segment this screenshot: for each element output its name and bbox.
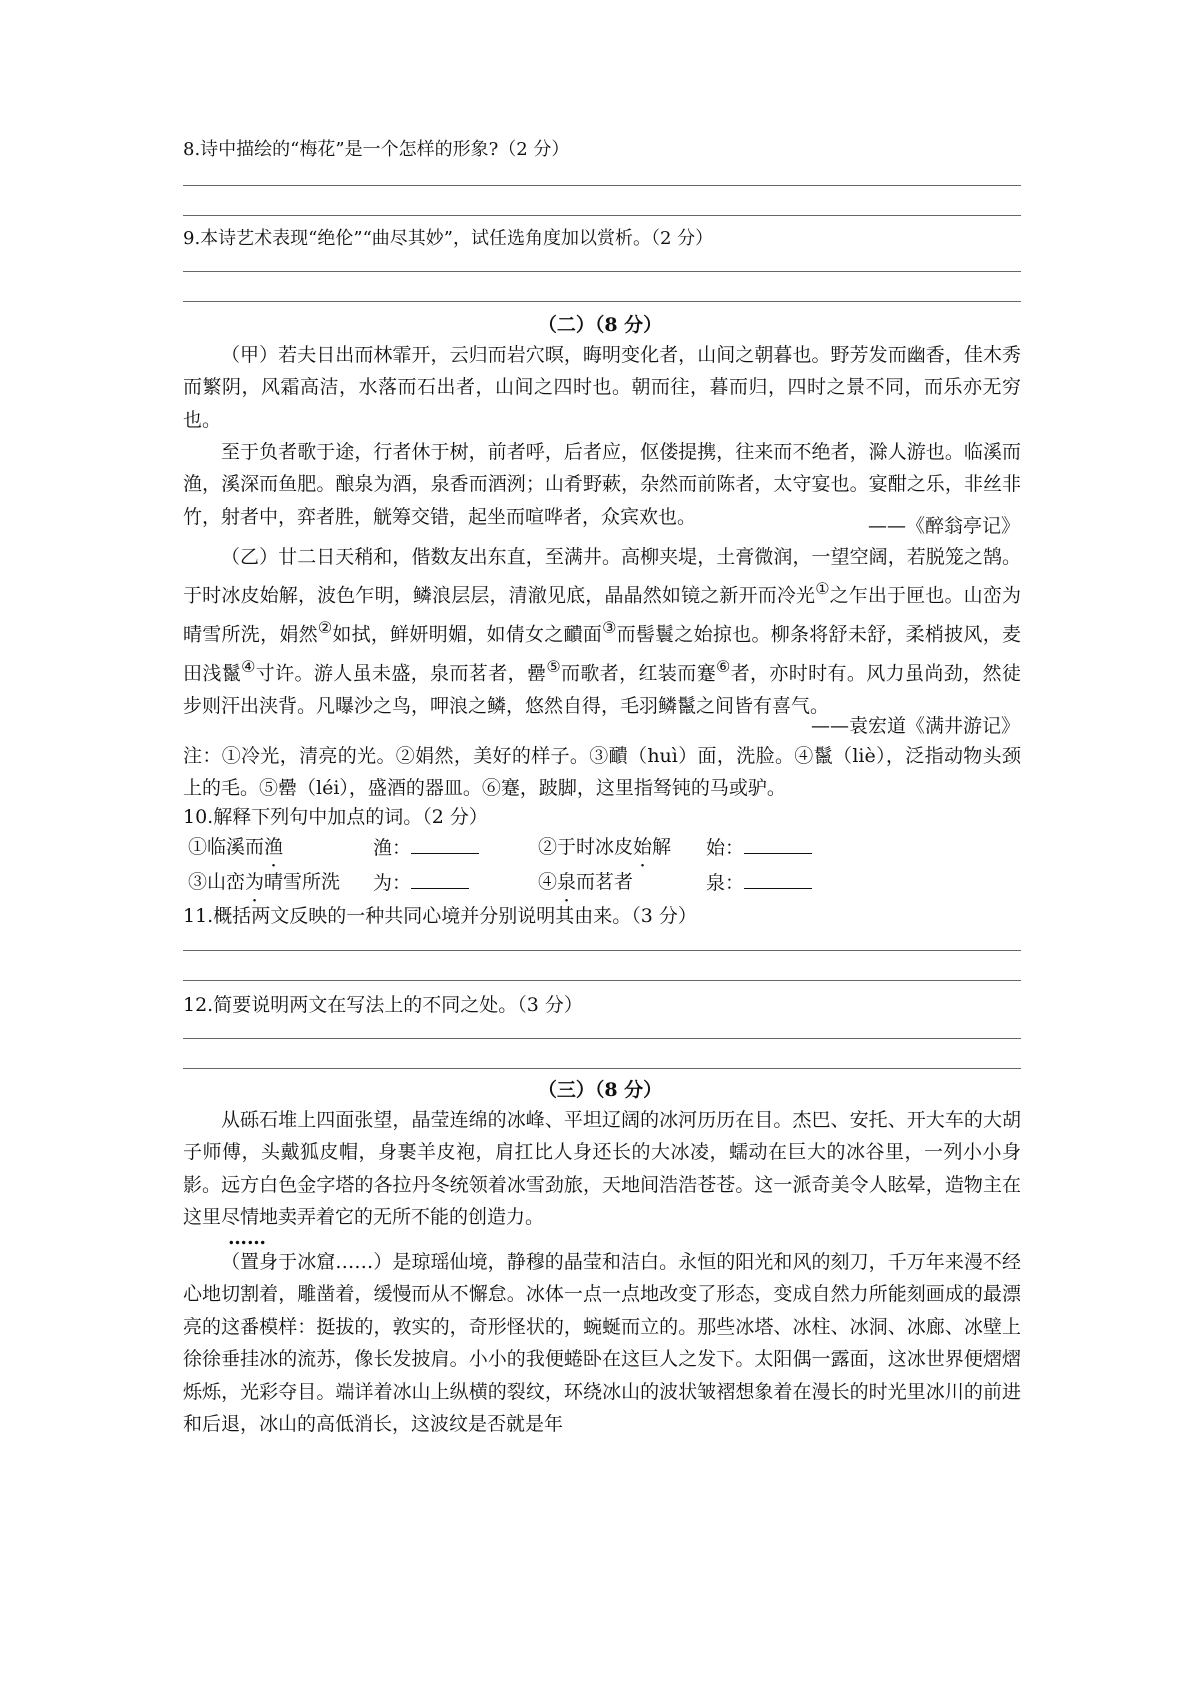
- item-1-answer: [373, 833, 479, 862]
- footnote-marker: ①: [815, 579, 830, 599]
- item-text: ④: [538, 871, 558, 893]
- answer-line[interactable]: [183, 1068, 1021, 1069]
- passage-yi-text: （乙）廿二日天稍和，偕数友出东直，至满井。高柳夹堤，土膏微润，一望空阔，若脱笼之鹄。于时冰皮始解，波色乍明，鳞浪层层，清澈见底，晶晶然如镜之新开而冷光: [183, 546, 1021, 607]
- passage-yi-text: 寸许。游人虽未盛，泉而茗者，罍: [255, 662, 547, 685]
- item-word-label: 为：: [373, 872, 412, 894]
- answer-line[interactable]: [183, 185, 1021, 186]
- answer-line[interactable]: [183, 271, 1021, 272]
- dotted-word: 始: [633, 836, 653, 858]
- item-2-sentence: [538, 833, 671, 861]
- question-11: 11.概括两文反映的一种共同心境并分别说明其由来。（3 分）: [183, 905, 697, 927]
- annotation-notes: 注：①冷光，清亮的光。②娟然，美好的样子。③靧（huì）面，洗脸。④鬣（liè），泛指动物头颈上的毛。⑤罍（léi），盛酒的器皿。⑥蹇，跛脚，这里指驽钝的马或驴。: [183, 745, 1021, 800]
- passage-3-paragraph-1: 从砾石堆上四面张望，晶莹连绵的冰峰、平坦辽阔的冰河历历在目。杰巴、安托、开大车的大胡子师傅，头戴狐皮帽，身裹羊皮袍，肩扛比人身还长的大冰凌，蠕动在巨大的冰谷里，一列小小身影。远方白色金字塔的各拉丹冬统领着冰雪劲旅，天地间浩浩苍苍。这一派奇美令人眩晕，造物主在这里尽情地卖弄着它的无所不能的创造力。: [183, 1109, 1021, 1229]
- item-text: ②于时冰皮: [538, 836, 634, 858]
- item-2-answer: [706, 833, 812, 862]
- question-12: 12.简要说明两文在写法上的不同之处。（3 分）: [183, 994, 583, 1016]
- answer-blank[interactable]: [411, 833, 479, 854]
- item-word-label: 泉：: [706, 872, 745, 894]
- footnote-marker: ②: [317, 618, 333, 638]
- dotted-word: 渔: [264, 836, 284, 858]
- footnote-marker: ④: [241, 656, 256, 676]
- item-word-label: 始：: [706, 837, 745, 859]
- dotted-word: 为: [245, 871, 265, 893]
- item-text: 晴雪所洗: [264, 871, 341, 893]
- answer-line[interactable]: [183, 215, 1021, 216]
- item-3-sentence: [188, 868, 340, 896]
- item-3-answer: [373, 868, 469, 897]
- footnote-marker: ⑥: [716, 656, 731, 676]
- item-text: ③山峦: [188, 871, 246, 893]
- item-text: ①临溪而: [188, 836, 265, 858]
- answer-line[interactable]: [183, 950, 1021, 951]
- section-3-heading: （三）（8 分）: [537, 1079, 663, 1101]
- passage-3-paragraph-2: （置身于冰窟……）是琼瑶仙境，静穆的晶莹和洁白。永恒的阳光和风的刻刀，千万年来漫不经心地切割着，雕凿着，缓慢而从不懈怠。冰体一点一点地改变了形态，变成自然力所能刻画成的最漂亮的这番模样：挺拔的，敦实的，奇形怪状的，蜿蜒而立的。那些冰塔、冰柱、冰洞、冰廊、冰壁上徐徐垂挂冰的流苏，像长发披肩。小小的我便蜷卧在这巨人之发下。太阳偶一露面，这冰世界便熠熠烁烁，光彩夺目。端详着冰山上纵横的裂纹，环绕冰山的波状皱褶想象着在漫长的时光里冰川的前进和后退，冰山的高低消长，这波纹是否就是年: [183, 1251, 1021, 1436]
- passage-yi-source: ——袁宏道《满井游记》: [810, 715, 1020, 737]
- question-8: 8.诗中描绘的“梅花”是一个怎样的形象?（2 分）: [183, 139, 570, 160]
- dotted-word: 泉: [557, 871, 577, 893]
- passage-yi-text: 而歌者，红装而蹇: [561, 662, 717, 685]
- passage-yi-text: 如拭，鲜妍明媚，如倩女之靧面: [332, 623, 603, 646]
- item-text: 解: [652, 836, 672, 858]
- item-text: 而茗者: [576, 871, 634, 893]
- passage-jia-source: ——《醉翁亭记》: [867, 515, 1020, 537]
- answer-blank[interactable]: [744, 868, 812, 889]
- item-4-sentence: [538, 868, 633, 896]
- answer-line[interactable]: [183, 1038, 1021, 1039]
- passage-yi-text: 之乍出于匣也。山峦为晴雪所洗，娟然: [183, 584, 1021, 646]
- item-4-answer: [706, 868, 812, 897]
- answer-blank[interactable]: [744, 833, 812, 854]
- ellipsis: ……: [228, 1227, 266, 1249]
- answer-blank[interactable]: [411, 868, 469, 889]
- question-10: 10.解释下列句中加点的词。（2 分）: [183, 806, 488, 828]
- section-2-heading: （二）（8 分）: [537, 314, 663, 336]
- passage-yi: [183, 541, 1021, 722]
- item-1-sentence: [188, 833, 283, 861]
- question-9: 9.本诗艺术表现“绝伦”“曲尽其妙”，试任选角度加以赏析。（2 分）: [183, 228, 714, 249]
- footnote-marker: ⑤: [546, 656, 561, 676]
- passage-yi-text: 而髻鬟之始掠也。柳条将舒未舒，柔梢披风，麦田浅鬣: [183, 623, 1021, 685]
- answer-line[interactable]: [183, 980, 1021, 981]
- footnote-marker: ③: [602, 618, 617, 638]
- answer-line[interactable]: [183, 301, 1021, 302]
- passage-jia-paragraph-2: 至于负者歌于途，行者休于树，前者呼，后者应，伛偻提携，往来而不绝者，滁人游也。临溪而渔，溪深而鱼肥。酿泉为酒，泉香而酒洌；山肴野蔌，杂然而前陈者，太守宴也。宴酣之乐，非丝非竹，射者中，弈者胜，觥筹交错，起坐而喧哗者，众宾欢也。: [183, 441, 1021, 528]
- item-word-label: 渔：: [373, 837, 412, 859]
- passage-yi-text: 者，亦时时有。风力虽尚劲，然徒步则汗出浃背。凡曝沙之鸟，呷浪之鳞，悠然自得，毛羽鳞鬣之间皆有喜气。: [183, 662, 1021, 717]
- passage-jia-paragraph-1: （甲）若夫日出而林霏开，云归而岩穴暝，晦明变化者，山间之朝暮也。野芳发而幽香，佳木秀而繁阴，风霜高洁，水落而石出者，山间之四时也。朝而往，暮而归，四时之景不同，而乐亦无穷也。: [183, 344, 1021, 431]
